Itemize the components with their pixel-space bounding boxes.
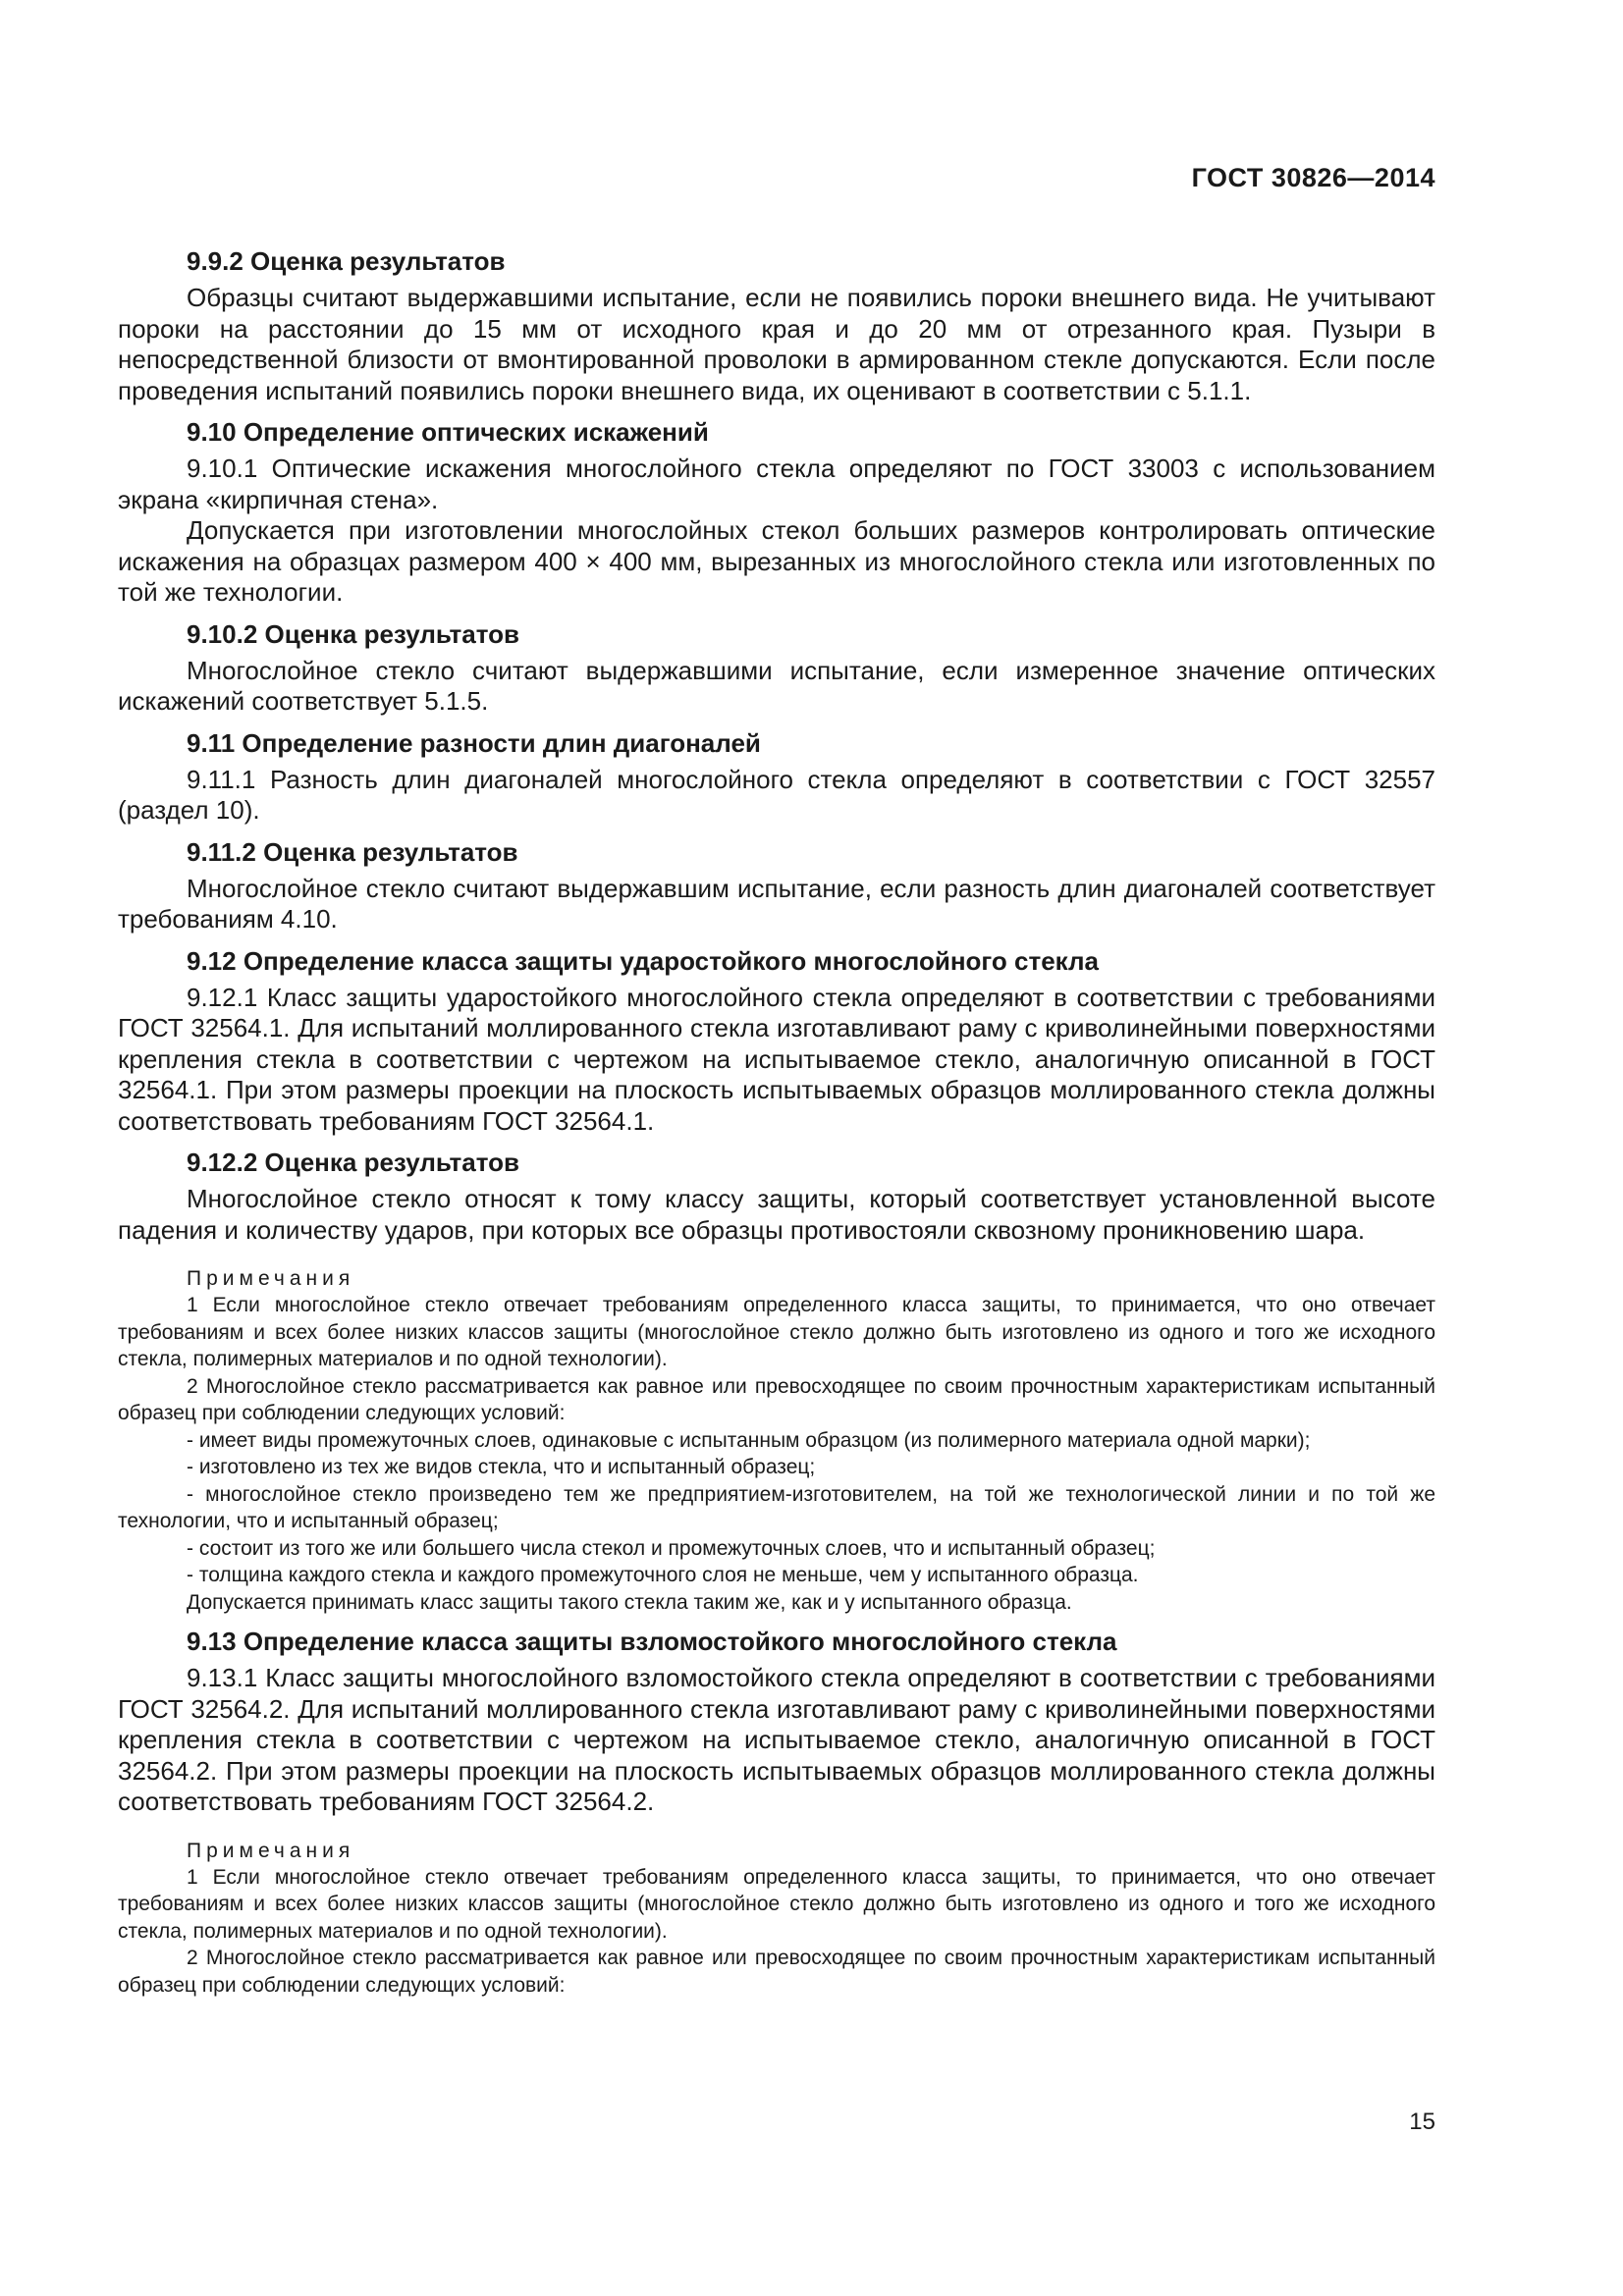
paragraph: Образцы считают выдержавшими испытание, если не появились пороки внешнего вида. Не учитывают пороки на расстоянии до 15 мм от исходного края и до 20 мм от отрезанного края. Пузыри в непосредственной близости от вмонтированной проволоки в армированном стекле допускаются. Если после проведения испытаний появились пороки внешнего вида, их оценивают в соответствии с 5.1.1. <box>118 283 1435 405</box>
paragraph: 9.13.1 Класс защиты многослойного взломостойкого стекла определяют в соответствии с требованиями ГОСТ 32564.2. Для испытаний моллированного стекла изготавливают раму с криволинейными поверхностями крепления стекла в соответствии с чертежом на испытываемое стекло, аналогичную описанной в ГОСТ 32564.2. При этом размеры проекции на плоскость испытываемых образцов моллированного стекла должны соответствовать требованиям ГОСТ 32564.2. <box>118 1663 1435 1816</box>
note-item: - изготовлено из тех же видов стекла, что и испытанный образец; <box>187 1456 816 1478</box>
note-item: - многослойное стекло произведено тем же предприятием-изготовителем, на той же технологической линии и по той же технологии, что и испытанный образец; <box>118 1482 1435 1532</box>
paragraph: 9.12.1 Класс защиты ударостойкого многослойного стекла определяют в соответствии с требованиями ГОСТ 32564.1. Для испытаний моллированного стекла изготавливают раму с криволинейными поверхностями крепления стекла в соответствии с чертежом на испытываемое стекло, аналогичную описанной в ГОСТ 32564.1. При этом размеры проекции на плоскость испытываемых образцов моллированного стекла должны соответствовать требованиям ГОСТ 32564.1. <box>118 982 1435 1136</box>
note-item: - толщина каждого стекла и каждого промежуточного слоя не меньше, чем у испытанного образца. <box>187 1564 1139 1586</box>
section-heading: 9.9.2 Оценка результатов <box>187 246 506 276</box>
section-heading: 9.12 Определение класса защиты ударостойкого многослойного стекла <box>187 945 1099 976</box>
paragraph: Многослойное стекло относят к тому классу защиты, который соответствует установленной высоте падения и количеству ударов, при которых все образцы противостояли сквозному проникновению шара. <box>118 1184 1435 1245</box>
section-heading: 9.13 Определение класса защиты взломостойкого многослойного стекла <box>187 1627 1117 1656</box>
section-heading: 9.11 Определение разности длин диагоналей <box>187 727 761 758</box>
note-item: 2 Многослойное стекло рассматривается как равное или превосходящее по своим прочностным характеристикам испытанный образец при соблюдении следующих условий: <box>118 1947 1435 1997</box>
section-heading: 9.10 Определение оптических искажений <box>187 417 709 447</box>
note-item: - имеет виды промежуточных слоев, одинаковые с испытанным образцом (из полимерного материала одной марки); <box>187 1428 1311 1452</box>
notes-title: Примечания <box>187 1267 355 1290</box>
document-id: ГОСТ 30826—2014 <box>1191 163 1435 192</box>
paragraph: 9.10.1 Оптические искажения многослойного стекла определяют по ГОСТ 33003 с использованием экрана «кирпичная стена». <box>118 454 1435 514</box>
paragraph: Многослойное стекло считают выдержавшим испытание, если разность длин диагоналей соответствует требованиям 4.10. <box>118 873 1435 934</box>
section-heading: 9.11.2 Оценка результатов <box>187 836 518 867</box>
note-item: 1 Если многослойное стекло отвечает требованиям определенного класса защиты, то принимается, что оно отвечает требованиям и всех более низких классов защиты (многослойное стекло должно быть изготовлено из одного и того же исходного стекла, полимерных материалов и по одной технологии). <box>118 1865 1435 1943</box>
note-item: Допускается принимать класс защиты такого стекла таким же, как и у испытанного образца. <box>187 1590 1072 1614</box>
note-item: - состоит из того же или большего числа стекол и промежуточных слоев, что и испытанный образец; <box>187 1536 1156 1560</box>
note-item: 1 Если многослойное стекло отвечает требованиям определенного класса защиты, то принимается, что оно отвечает требованиям и всех более низких классов защиты (многослойное стекло должно быть изготовлено из одного и того же исходного стекла, полимерных материалов и по одной технологии). <box>118 1294 1435 1370</box>
section-heading: 9.12.2 Оценка результатов <box>187 1148 519 1177</box>
paragraph: Допускается при изготовлении многослойных стекол больших размеров контролировать оптические искажения на образцах размером 400 × 400 мм, вырезанных из многослойного стекла или изготовленных по той же технологии. <box>118 515 1435 607</box>
paragraph: Многослойное стекло считают выдержавшими испытание, если измеренное значение оптических искажений соответствует 5.1.5. <box>118 655 1435 716</box>
notes-title: Примечания <box>187 1839 355 1862</box>
page-number: 15 <box>1409 2109 1435 2135</box>
section-heading: 9.10.2 Оценка результатов <box>187 618 519 649</box>
note-item: 2 Многослойное стекло рассматривается как равное или превосходящее по своим прочностным характеристикам испытанный образец при соблюдении следующих условий: <box>118 1374 1435 1424</box>
document-body <box>118 236 1435 1999</box>
paragraph: 9.11.1 Разность длин диагоналей многослойного стекла определяют в соответствии с ГОСТ 32557 (раздел 10). <box>118 764 1435 825</box>
